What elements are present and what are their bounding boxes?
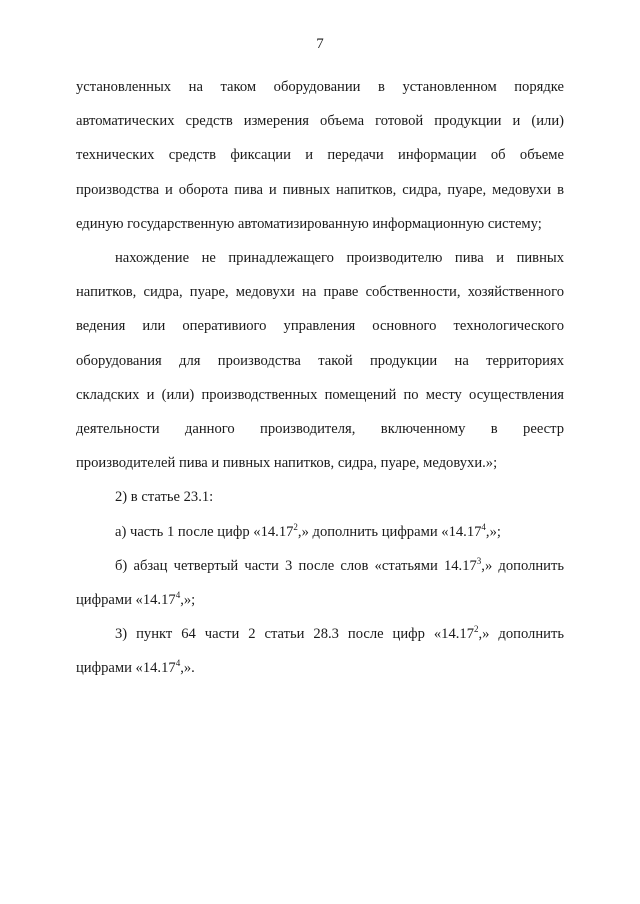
text-line bbox=[76, 617, 564, 651]
text-line bbox=[76, 651, 564, 685]
text-run: б) абзац четвертый части 3 после слов «статьями 14.17 bbox=[115, 557, 477, 574]
text-line: технических средств фиксации и передачи информации об объеме bbox=[76, 147, 564, 164]
text-line: производства и оборота пива и пивных напитков, сидра, пуаре, медовухи в bbox=[76, 181, 564, 198]
superscript: 4 bbox=[175, 590, 181, 601]
text-line: оборудования для производства такой продукции на территориях bbox=[76, 352, 564, 369]
text-line: автоматических средств измерения объема готовой продукции и (или) bbox=[76, 113, 564, 130]
text-run: 3) пункт 64 части 2 статьи 28.3 после цифр «14.17 bbox=[115, 626, 475, 643]
superscript: 4 bbox=[481, 521, 486, 532]
text-run: ,» дополнить цифрами «14.17 bbox=[297, 523, 482, 540]
text-run: а) часть 1 после цифр «14.17 bbox=[115, 523, 294, 540]
text-line: единую государственную автоматизированную информационную систему; bbox=[76, 215, 542, 232]
text-line: установленных на таком оборудовании в установленном порядке bbox=[76, 79, 564, 95]
text-run: цифрами «14.17 bbox=[76, 660, 176, 677]
paragraph-item-a bbox=[76, 515, 564, 549]
text-line: складских и (или) производственных помещений по месту осуществления bbox=[76, 386, 564, 403]
text-line: ведения или оперативиого управления основного технологического bbox=[76, 318, 564, 335]
paragraph-equipment-measurement bbox=[76, 70, 564, 241]
text-line: нахождение не принадлежащего производителю пива и пивных bbox=[115, 250, 564, 267]
page-number: 7 bbox=[316, 36, 324, 52]
superscript: 3 bbox=[476, 555, 482, 566]
text-run: ,» дополнить bbox=[481, 557, 564, 574]
superscript: 2 bbox=[293, 521, 298, 532]
text-line bbox=[76, 583, 564, 617]
text-run: ,»; bbox=[180, 592, 196, 609]
superscript: 2 bbox=[474, 624, 479, 635]
text-line: напитков, сидра, пуаре, медовухи на праве собственности, хозяйственного bbox=[76, 284, 564, 301]
text-run: ,»; bbox=[485, 523, 501, 540]
text-line bbox=[76, 549, 564, 583]
document-body bbox=[76, 70, 564, 686]
paragraph-article-23-1: 2) в статье 23.1: bbox=[115, 489, 214, 506]
text-run: цифрами «14.17 bbox=[76, 592, 176, 609]
superscript: 4 bbox=[175, 658, 181, 669]
text-line: деятельности данного производителя, включенному в реестр bbox=[76, 421, 564, 438]
paragraph-item-b bbox=[76, 549, 564, 617]
text-run: ,». bbox=[180, 660, 195, 677]
paragraph-item-3 bbox=[76, 617, 564, 685]
paragraph-ownership bbox=[76, 241, 564, 480]
text-run: ,» дополнить bbox=[478, 626, 564, 643]
text-line: производителей пива и пивных напитков, сидра, пуаре, медовухи.»; bbox=[76, 455, 498, 472]
